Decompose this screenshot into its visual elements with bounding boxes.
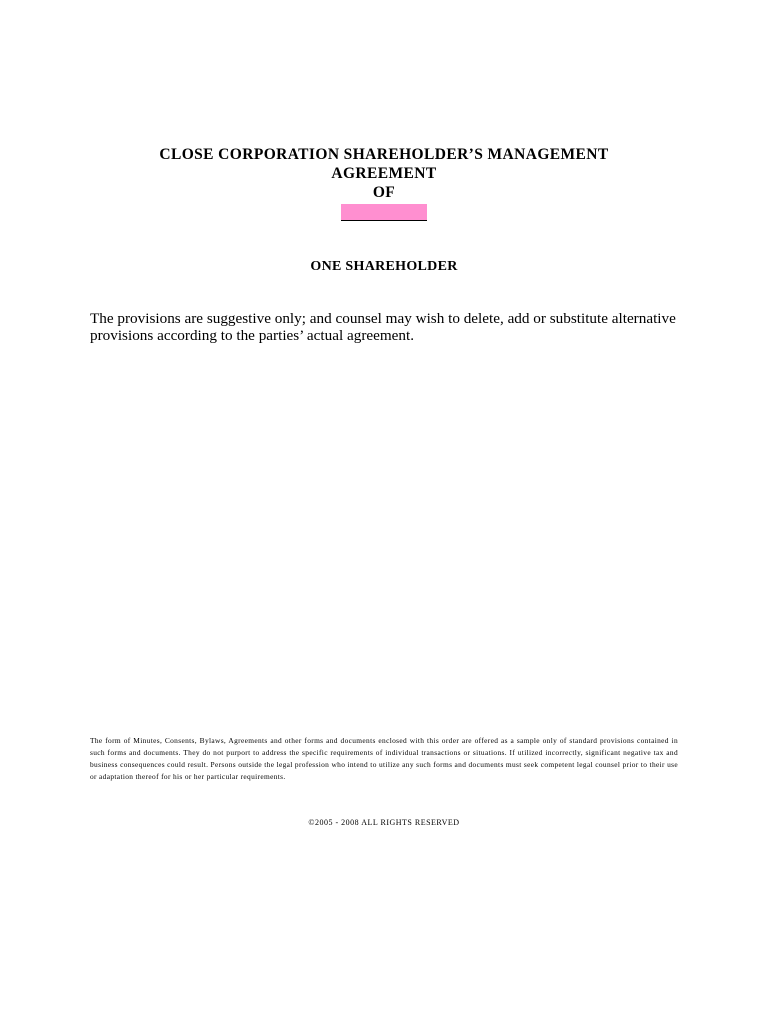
- title-line-2: AGREEMENT: [331, 165, 437, 182]
- copyright-notice: ©2005 - 2008 ALL RIGHTS RESERVED: [308, 818, 460, 827]
- document-title: [0, 145, 768, 221]
- legal-disclaimer: The form of Minutes, Consents, Bylaws, Agreements and other forms and documents enclosed with this order are offered as a sample only of standard provisions contained in such forms and documents. They do not purport to address the specific requirements of individual transactions or situations. If utilized incorrectly, significant negative tax and business consequences could result. Persons outside the legal profession who intend to utilize any such forms and documents must seek competent legal counsel prior to their use or adaptation thereof for his or her particular requirements.: [90, 736, 678, 781]
- title-line-3: OF: [372, 184, 396, 201]
- corporation-name-blank-field[interactable]: [341, 204, 427, 221]
- provisions-note: The provisions are suggestive only; and counsel may wish to delete, add or substitute alternative provisions according to the parties’ actual agreement.: [90, 310, 676, 344]
- document-subtitle: ONE SHAREHOLDER: [310, 259, 458, 274]
- title-line-1: CLOSE CORPORATION SHAREHOLDER’S MANAGEMENT: [159, 146, 609, 163]
